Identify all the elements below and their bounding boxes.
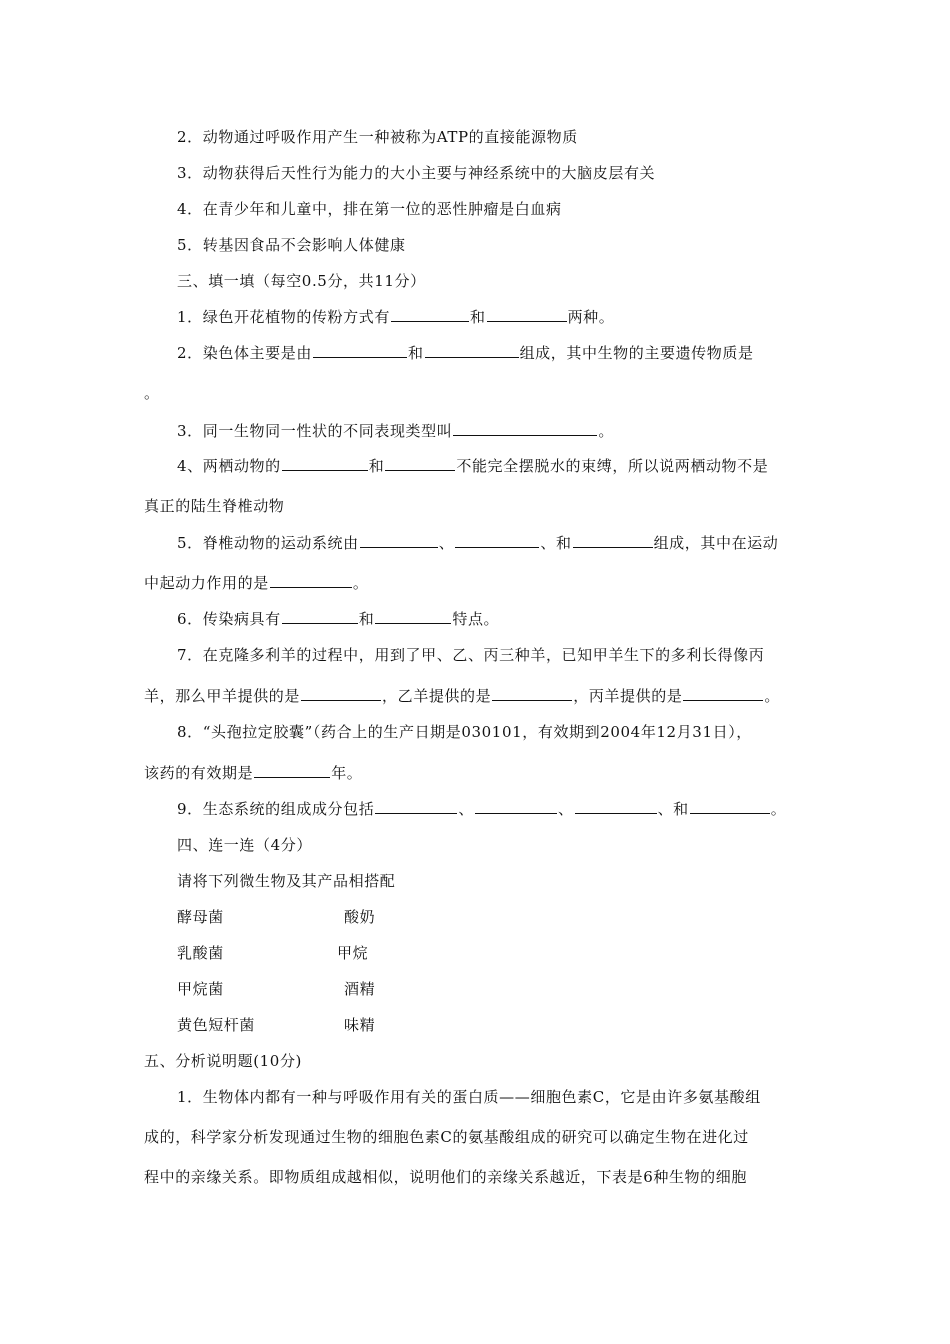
product-item[interactable]: 酒精 bbox=[344, 980, 376, 998]
q7-text-e: 。 bbox=[764, 687, 781, 705]
answer-blank[interactable] bbox=[573, 533, 653, 548]
q5-text-c: 、和 bbox=[540, 534, 572, 552]
microbe-item[interactable]: 甲烷菌 bbox=[177, 980, 224, 998]
q5-text-f: 。 bbox=[352, 574, 369, 592]
answer-blank[interactable] bbox=[313, 343, 407, 358]
q8-text-c: 年。 bbox=[331, 764, 363, 782]
product-item[interactable]: 甲烷 bbox=[337, 944, 369, 962]
fill-question-5 bbox=[177, 533, 778, 553]
fill-question-7: 7．在克隆多利羊的过程中，用到了甲、乙、丙三种羊，已知甲羊生下的多利长得像丙 bbox=[177, 646, 765, 664]
section5-heading: 五、分析说明题(10分) bbox=[144, 1052, 302, 1070]
answer-blank[interactable] bbox=[455, 533, 539, 548]
answer-blank[interactable] bbox=[254, 763, 330, 778]
fill-question-1 bbox=[177, 307, 614, 327]
fill-question-9 bbox=[177, 799, 786, 819]
answer-blank[interactable] bbox=[575, 799, 657, 814]
q6-text-b: 和 bbox=[358, 610, 375, 628]
section4-heading: 四、连一连（4分） bbox=[177, 836, 312, 854]
q9-text-e: 。 bbox=[770, 800, 787, 818]
analysis-paragraph-line: 程中的亲缘关系。即物质组成越相似，说明他们的亲缘关系越近，下表是6种生物的细胞 bbox=[144, 1168, 747, 1186]
q7-text-d: ，丙羊提供的是 bbox=[573, 687, 683, 705]
answer-blank[interactable] bbox=[487, 307, 567, 322]
fill-question-2 bbox=[177, 343, 754, 363]
answer-blank[interactable] bbox=[683, 686, 763, 701]
answer-blank[interactable] bbox=[375, 799, 457, 814]
answer-blank[interactable] bbox=[453, 421, 597, 436]
product-item[interactable]: 酸奶 bbox=[344, 908, 376, 926]
q5-text-e: 中起动力作用的是 bbox=[144, 574, 269, 592]
answer-blank[interactable] bbox=[492, 686, 572, 701]
answer-blank[interactable] bbox=[425, 343, 519, 358]
q6-text-c: 特点。 bbox=[452, 610, 500, 628]
q7-text-b: 羊，那么甲羊提供的是 bbox=[144, 687, 301, 705]
answer-blank[interactable] bbox=[270, 573, 352, 588]
q1-text-c: 两种。 bbox=[567, 308, 615, 326]
answer-blank[interactable] bbox=[690, 799, 770, 814]
q1-text-a: 1．绿色开花植物的传粉方式有 bbox=[177, 308, 390, 326]
answer-blank[interactable] bbox=[360, 533, 438, 548]
statement-3: 3．动物获得后天性行为能力的大小主要与神经系统中的大脑皮层有关 bbox=[177, 164, 656, 182]
q3-text-b: 。 bbox=[598, 422, 614, 440]
q8-text-b: 该药的有效期是 bbox=[144, 764, 254, 782]
q9-text-c: 、 bbox=[557, 800, 574, 818]
answer-blank[interactable] bbox=[391, 307, 469, 322]
analysis-paragraph-line: 1．生物体内都有一种与呼吸作用有关的蛋白质——细胞色素C，它是由许多氨基酸组 bbox=[177, 1088, 761, 1106]
answer-blank[interactable] bbox=[301, 686, 381, 701]
q2-tail: 。 bbox=[144, 384, 160, 402]
fill-question-4 bbox=[177, 456, 768, 476]
microbe-item[interactable]: 酵母菌 bbox=[177, 908, 224, 926]
fill-question-3 bbox=[177, 421, 614, 441]
q5-continuation bbox=[144, 573, 368, 593]
q1-text-b: 和 bbox=[469, 308, 486, 326]
answer-blank[interactable] bbox=[375, 609, 451, 624]
q7-continuation bbox=[144, 686, 780, 706]
section3-heading: 三、填一填（每空0.5分，共11分） bbox=[177, 272, 426, 290]
statement-5: 5．转基因食品不会影响人体健康 bbox=[177, 236, 406, 254]
product-item[interactable]: 味精 bbox=[344, 1016, 376, 1034]
microbe-item[interactable]: 乳酸菌 bbox=[177, 944, 224, 962]
q2-text-c: 组成，其中生物的主要遗传物质是 bbox=[519, 344, 754, 362]
fill-question-8: 8．“头孢拉定胶囊”（药合上的生产日期是030101，有效期到2004年12月31日）， bbox=[177, 723, 752, 741]
q9-text-d: 、和 bbox=[657, 800, 689, 818]
q4-text-a: 4、两栖动物的 bbox=[177, 457, 281, 475]
q5-text-b: 、 bbox=[438, 534, 455, 552]
analysis-paragraph-line: 成的，科学家分析发现通过生物的细胞色素C的氨基酸组成的研究可以确定生物在进化过 bbox=[144, 1128, 749, 1146]
answer-blank[interactable] bbox=[475, 799, 557, 814]
fill-question-6 bbox=[177, 609, 499, 629]
matching-instruction: 请将下列微生物及其产品相搭配 bbox=[177, 872, 396, 890]
q4-text-b: 和 bbox=[368, 457, 385, 475]
statement-2: 2．动物通过呼吸作用产生一种被称为ATP的直接能源物质 bbox=[177, 128, 578, 146]
q4-text-c: 不能完全摆脱水的束缚，所以说两栖动物不是 bbox=[456, 457, 769, 475]
q7-text-c: ，乙羊提供的是 bbox=[382, 687, 492, 705]
q3-text-a: 3．同一生物同一性状的不同表现类型叫 bbox=[177, 422, 453, 440]
answer-blank[interactable] bbox=[282, 456, 368, 471]
q5-text-d: 组成，其中在运动 bbox=[653, 534, 779, 552]
q8-continuation bbox=[144, 763, 362, 783]
q4-continuation: 真正的陆生脊椎动物 bbox=[144, 497, 285, 515]
q2-text-b: 和 bbox=[407, 344, 424, 362]
q9-text-b: 、 bbox=[458, 800, 474, 818]
q5-text-a: 5．脊椎动物的运动系统由 bbox=[177, 534, 359, 552]
q2-text-a: 2．染色体主要是由 bbox=[177, 344, 312, 362]
statement-4: 4．在青少年和儿童中，排在第一位的恶性肿瘤是白血病 bbox=[177, 200, 562, 218]
q6-text-a: 6．传染病具有 bbox=[177, 610, 281, 628]
q9-text-a: 9．生态系统的组成成分包括 bbox=[177, 800, 375, 818]
answer-blank[interactable] bbox=[282, 609, 358, 624]
microbe-item[interactable]: 黄色短杆菌 bbox=[177, 1016, 256, 1034]
answer-blank[interactable] bbox=[385, 456, 455, 471]
